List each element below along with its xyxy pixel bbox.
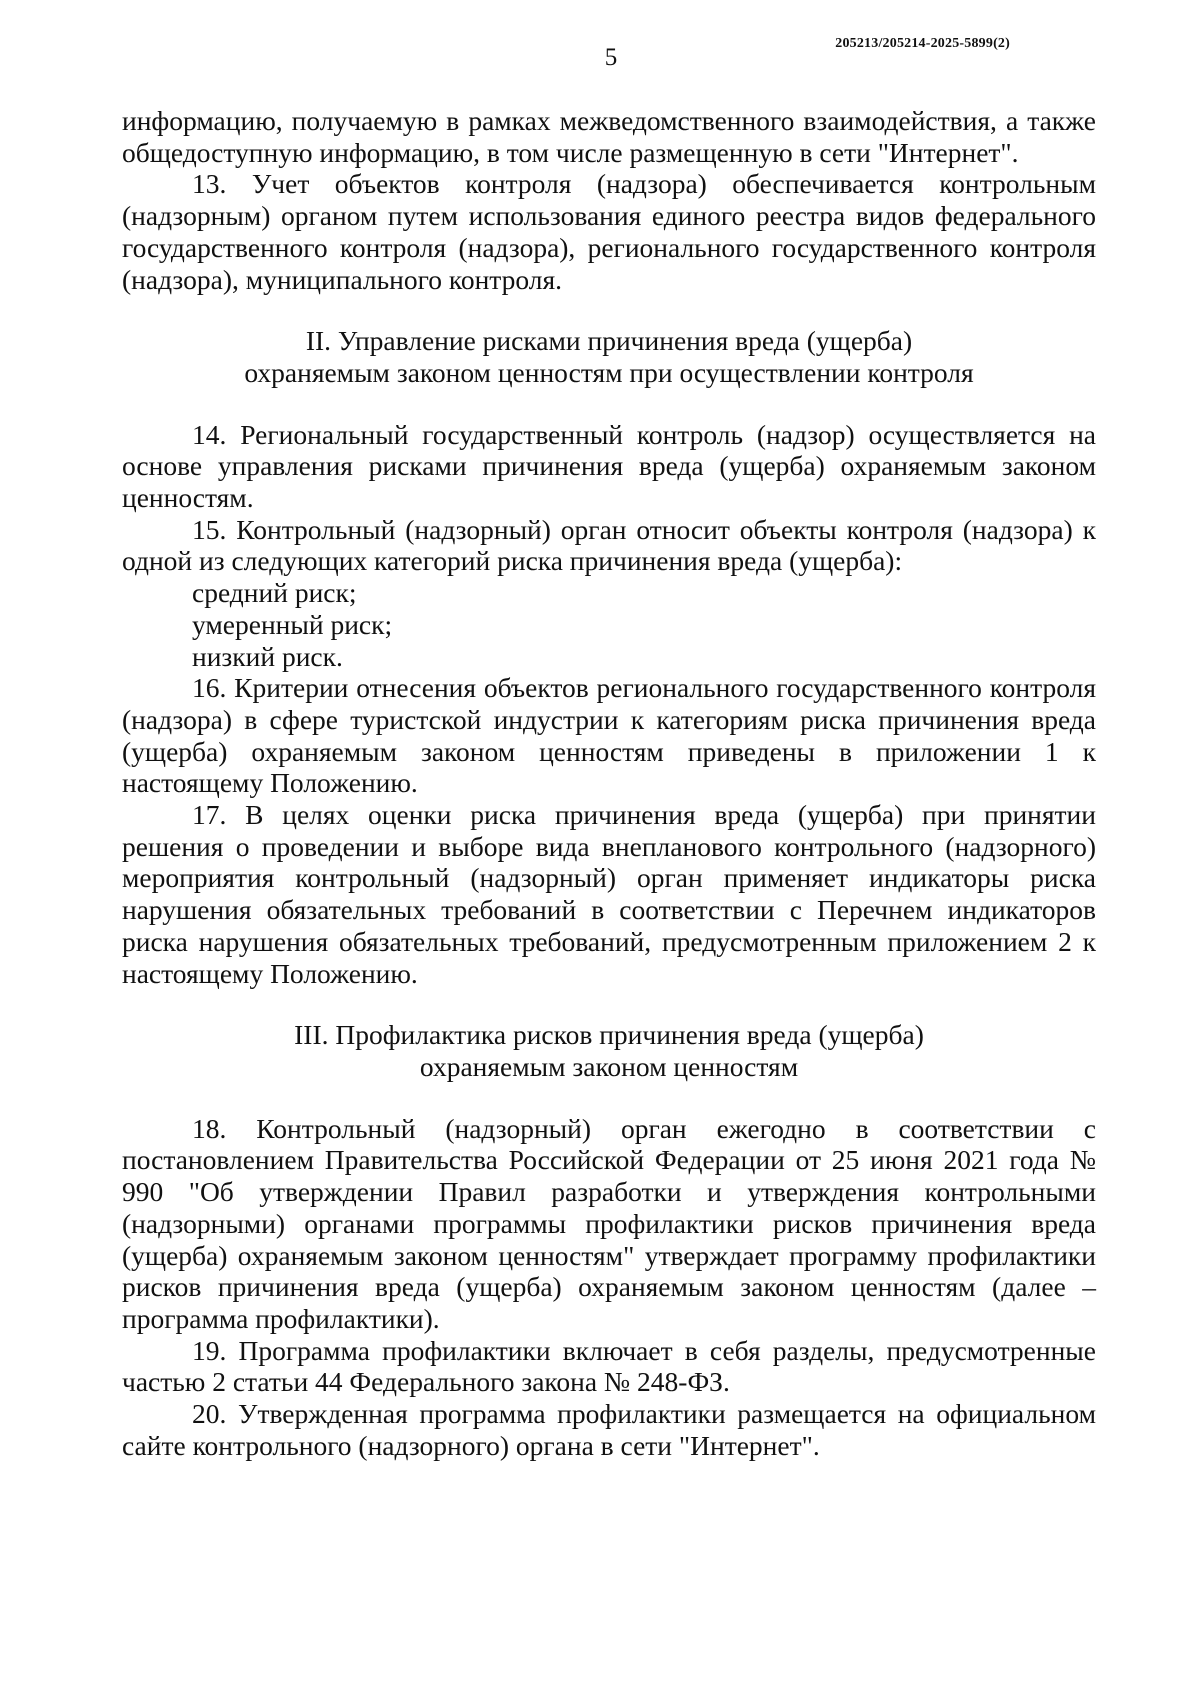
section-heading-3-line-1: III. Профилактика рисков причинения вреда (ущерба) — [294, 1019, 924, 1051]
section-heading-2-line-1: II. Управление рисками причинения вреда (ущерба) — [305, 325, 913, 357]
risk-category-item: умеренный риск; — [192, 608, 393, 640]
document-registration-number: 205213/205214-2025-5899(2) — [835, 36, 1010, 51]
page-number: 5 — [604, 44, 618, 71]
paragraph-continuation: информацию, получаемую в рамках межведомственного взаимодействия, а также общедоступную информацию, в том числе размещенную в сети "Интернет". — [122, 105, 1096, 168]
section-heading-2 — [122, 325, 1096, 388]
paragraph-14: 14. Региональный государственный контроль (надзор) осуществляется на основе управления рисками причинения вреда (ущерба) охраняемым законом ценностям. — [122, 418, 1096, 514]
paragraph-16: 16. Критерии отнесения объектов регионального государственного контроля (надзора) в сфере туристской индустрии к категориям риска причинения вреда (ущерба) охраняемым законом ценностям приведены в приложении 1 к настоящему Положению. — [122, 672, 1096, 799]
paragraph-19: 19. Программа профилактики включает в себя разделы, предусмотренные частью 2 статьи 44 Федерального закона № 248-ФЗ. — [122, 1334, 1096, 1398]
paragraph-18: 18. Контрольный (надзорный) орган ежегодно в соответствии с постановлением Правительства Российской Федерации от 25 июня 2021 года № 990 "Об утверждении Правил разработки и утверждения контрольными (надзорными) органами программы профилактики рисков причинения вреда (ущерба) охраняемым законом ценностям" утверждает программу профилактики рисков причинения вреда (ущерба) охраняемым законом ценностям (далее – программа профилактики). — [122, 1112, 1096, 1334]
paragraph-15: 15. Контрольный (надзорный) орган относит объекты контроля (надзора) к одной из следующих категорий риска причинения вреда (ущерба): — [122, 513, 1096, 577]
section-heading-3 — [122, 1019, 1096, 1082]
section-heading-3-line-2: охраняемым законом ценностям — [419, 1050, 799, 1082]
section-heading-2-line-2: охраняемым законом ценностям при осуществлении контроля — [244, 356, 974, 388]
risk-category-item: низкий риск. — [192, 640, 343, 672]
paragraph-17: 17. В целях оценки риска причинения вреда (ущерба) при принятии решения о проведении и выборе вида внепланового контрольного (надзорного) мероприятия контрольный (надзорный) орган применяет индикаторы риска нарушения обязательных требований в соответствии с Перечнем индикаторов риска нарушения обязательных требований, предусмотренным приложением 2 к настоящему Положению. — [122, 799, 1096, 989]
risk-category-item: средний риск; — [192, 577, 357, 609]
paragraph-13: 13. Учет объектов контроля (надзора) обеспечивается контрольным (надзорным) органом путем использования единого реестра видов федерального государственного контроля (надзора), регионального государственного контроля (надзора), муниципального контроля. — [122, 168, 1096, 295]
document-body — [122, 105, 1096, 1461]
paragraph-20: 20. Утвержденная программа профилактики размещается на официальном сайте контрольного (надзорного) органа в сети "Интернет". — [122, 1398, 1096, 1461]
